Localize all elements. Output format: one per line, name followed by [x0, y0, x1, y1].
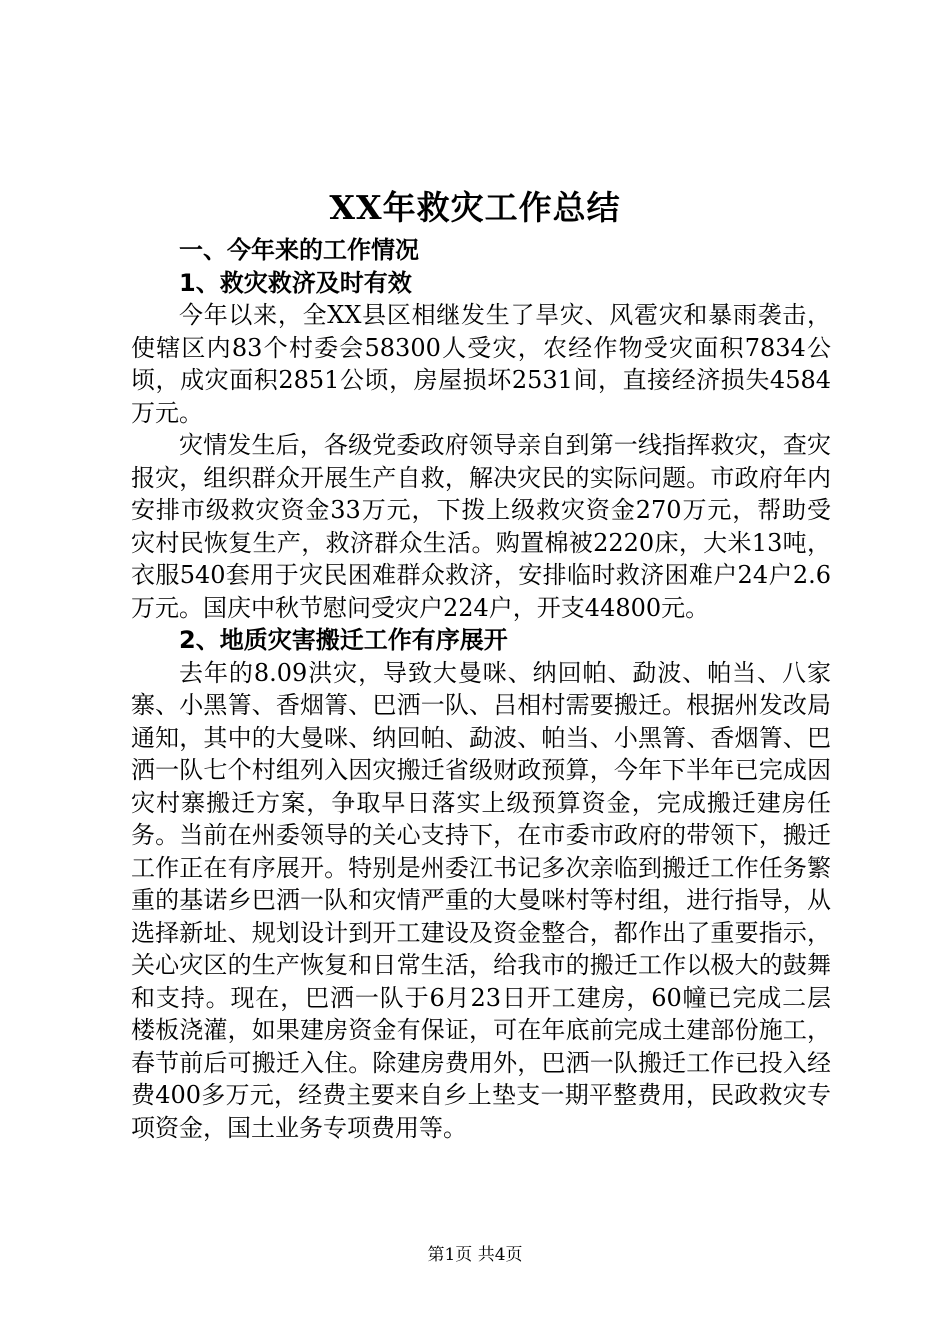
document-body	[131, 234, 831, 1144]
section-heading: 一、今年来的工作情况	[179, 236, 419, 264]
subsection-heading-relief: 1、救灾救济及时有效	[179, 268, 412, 297]
subsection-heading-relocation: 2、地质灾害搬迁工作有序展开	[179, 626, 508, 654]
page-indicator: 第1页 共4页	[427, 1245, 523, 1265]
paragraph-relocation-work: 去年的8.09洪灾，导致大曼咪、纳回帕、勐波、帕当、八家寨、小黑箐、香烟箐、巴洒一队、吕相村需要搬迁。根据州发改局通知，其中的大曼咪、纳回帕、勐波、帕当、小黑箐、香烟箐、巴洒一队七个村组列入因灾搬迁省级财政预算，今年下半年已完成因灾村寨搬迁方案，争取早日落实上级预算资金，完成搬迁建房任务。当前在州委领导的关心支持下，在市委市政府的带领下，搬迁工作正在有序展开。特别是州委江书记多次亲临到搬迁工作任务繁重的基诺乡巴洒一队和灾情严重的大曼咪村等村组，进行指导，从选择新址、规划设计到开工建设及资金整合，都作出了重要指示，关心灾区的生产恢复和日常生活，给我市的搬迁工作以极大的鼓舞和支持。现在，巴洒一队于6月23日开工建房，60幢已完成二层楼板浇灌，如果建房资金有保证，可在年底前完成土建部份施工，春节前后可搬迁入住。除建房费用外，巴洒一队搬迁工作已投入经费400多万元，经费主要来自乡上垫支一期平整费用，民政救灾专项资金，国土业务专项费用等。	[131, 658, 831, 1142]
paragraph-disaster-overview: 今年以来，全XX县区相继发生了旱灾、风雹灾和暴雨袭击，使辖区内83个村委会58300人受灾，农经作物受灾面积7834公顷，成灾面积2851公顷，房屋损坏2531间，直接经济损失4584万元。	[131, 301, 831, 427]
paragraph-relief-measures: 灾情发生后，各级党委政府领导亲自到第一线指挥救灾，查灾报灾，组织群众开展生产自救，解决灾民的实际问题。市政府年内安排市级救灾资金33万元，下拨上级救灾资金270万元，帮助受灾村民恢复生产，救济群众生活。购置棉被2220床，大米13吨，衣服540套用于灾民困难群众救济，安排临时救济困难户24户2.6万元。国庆中秋节慰问受灾户224户，开支44800元。	[131, 431, 831, 622]
document-title: XX年救灾工作总结	[329, 188, 621, 227]
